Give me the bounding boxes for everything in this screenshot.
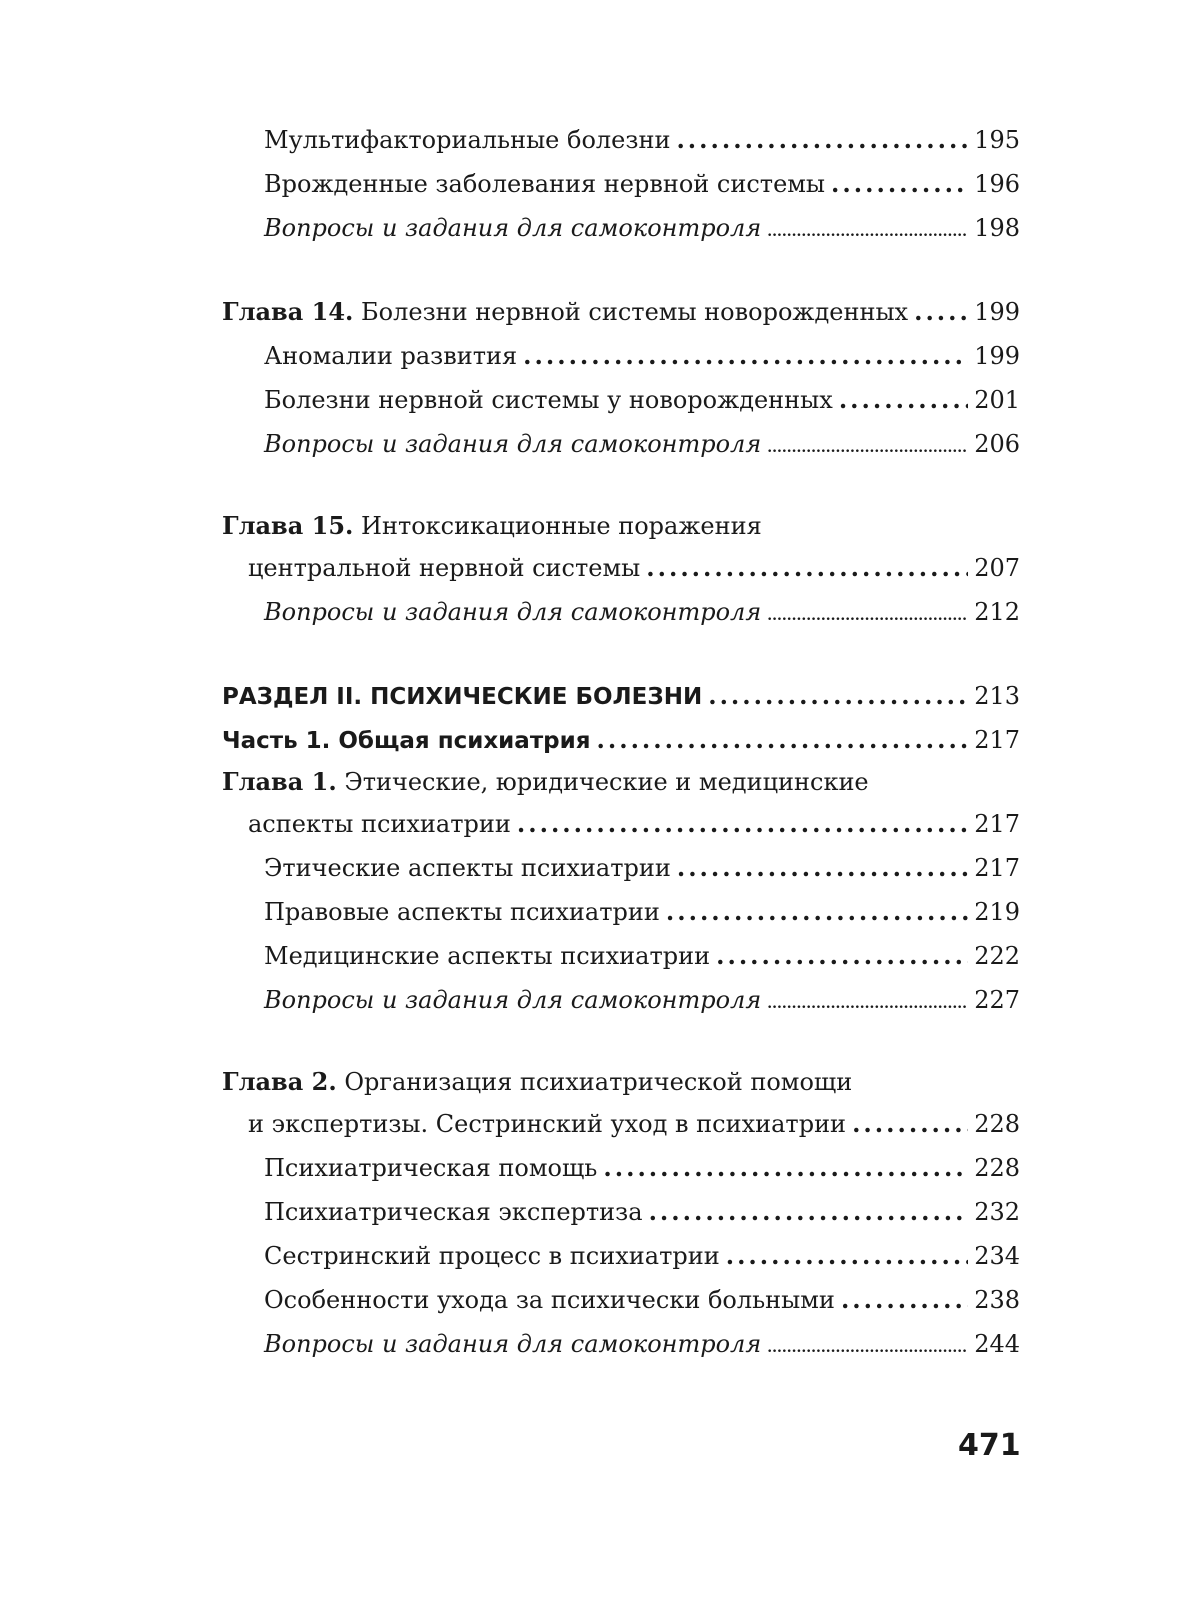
toc-entry-page: 219: [974, 898, 1020, 926]
toc-entry-title: Особенности ухода за психически больными: [264, 1286, 835, 1314]
toc-entry-page: 196: [974, 170, 1020, 198]
leader-dots: [767, 982, 968, 1026]
leader-dots: [646, 546, 968, 590]
toc-entry-page: 222: [974, 942, 1020, 970]
toc-part-1: [222, 718, 1020, 762]
toc-entry-page: 206: [974, 430, 1020, 458]
toc-entry-title: Сестринский процесс в психиатрии: [264, 1242, 720, 1270]
chapter-title: Болезни нервной системы новорожденных: [361, 298, 909, 326]
toc-entry-page: 198: [974, 214, 1020, 242]
toc-entry-title: Правовые аспекты психиатрии: [264, 898, 660, 926]
leader-dots: [603, 1146, 968, 1190]
leader-dots: [841, 1278, 968, 1322]
chapter-label: Глава 14.: [222, 297, 354, 326]
page-number: 471: [958, 1428, 1021, 1463]
toc-entry-page: 228: [974, 1110, 1020, 1138]
toc-chapter-1: [222, 802, 1020, 846]
toc-entry: [222, 162, 1020, 206]
toc-chapter-1-heading: [222, 762, 1020, 802]
toc-chapter-2-heading: [222, 1062, 1020, 1102]
toc-entry-title: Вопросы и задания для самоконтроля: [264, 430, 762, 458]
chapter-title-continued: центральной нервной системы: [248, 554, 641, 582]
toc-entry-page: 217: [974, 854, 1020, 882]
toc-entry-page: 244: [974, 1330, 1020, 1358]
toc-entry-page: 217: [974, 726, 1020, 754]
chapter-label: Глава 15.: [222, 511, 354, 540]
chapter-title: Организация психиатрической помощи: [344, 1068, 853, 1096]
leader-dots: [767, 594, 968, 638]
toc-entry-page: 195: [974, 126, 1020, 154]
toc-entry-page: 207: [974, 554, 1020, 582]
toc-chapter-14: [222, 290, 1020, 334]
toc-entry: [222, 934, 1020, 978]
toc-entry-page: 228: [974, 1154, 1020, 1182]
toc-entry-title: Болезни нервной системы у новорожденных: [264, 386, 833, 414]
leader-dots: [839, 378, 968, 422]
toc-entry: [222, 1190, 1020, 1234]
toc-entry-title: Вопросы и задания для самоконтроля: [264, 986, 762, 1014]
part-title: Часть 1. Общая психиатрия: [222, 728, 591, 754]
toc-entry-title: Вопросы и задания для самоконтроля: [264, 598, 762, 626]
toc-chapter-15-heading: [222, 506, 1020, 546]
chapter-label: Глава 2.: [222, 1067, 337, 1096]
section-title: РАЗДЕЛ II. ПСИХИЧЕСКИЕ БОЛЕЗНИ: [222, 684, 703, 710]
toc-entry: [222, 378, 1020, 422]
leader-dots: [597, 718, 969, 762]
leader-dots: [708, 674, 968, 718]
toc-entry-page: 212: [974, 598, 1020, 626]
table-of-contents: [222, 118, 1020, 1366]
toc-entry-title: Мультифакториальные болезни: [264, 126, 671, 154]
chapter-title-continued: и экспертизы. Сестринский уход в психиатрии: [248, 1110, 847, 1138]
toc-section-2: [222, 674, 1020, 718]
toc-entry-title: Вопросы и задания для самоконтроля: [264, 214, 762, 242]
toc-entry-title: Аномалии развития: [264, 342, 518, 370]
leader-dots: [726, 1234, 968, 1278]
toc-entry: [222, 334, 1020, 378]
toc-entry-title: Этические аспекты психиатрии: [264, 854, 671, 882]
toc-entry-title: Психиатрическая экспертиза: [264, 1198, 643, 1226]
leader-dots: [716, 934, 968, 978]
toc-entry-page: 199: [974, 342, 1020, 370]
leader-dots: [767, 210, 968, 254]
leader-dots: [677, 846, 968, 890]
chapter-title: Этические, юридические и медицинские: [344, 768, 869, 796]
toc-entry-title: Медицинские аспекты психиатрии: [264, 942, 711, 970]
toc-entry: [222, 1234, 1020, 1278]
toc-entry-page: 217: [974, 810, 1020, 838]
toc-entry-title: Врожденные заболевания нервной системы: [264, 170, 826, 198]
leader-dots: [914, 290, 968, 334]
toc-entry-questions: [222, 1322, 1020, 1366]
leader-dots: [523, 334, 968, 378]
chapter-title-continued: аспекты психиатрии: [248, 810, 511, 838]
leader-dots: [831, 162, 968, 206]
leader-dots: [517, 802, 968, 846]
chapter-title: Интоксикационные поражения: [361, 512, 762, 540]
leader-dots: [852, 1102, 968, 1146]
leader-dots: [649, 1190, 968, 1234]
toc-entry-page: 227: [974, 986, 1020, 1014]
toc-entry-questions: [222, 978, 1020, 1022]
toc-entry: [222, 1146, 1020, 1190]
toc-entry-questions: [222, 422, 1020, 466]
toc-entry-page: 238: [974, 1286, 1020, 1314]
toc-entry-questions: [222, 590, 1020, 634]
toc-chapter-2: [222, 1102, 1020, 1146]
leader-dots: [676, 118, 968, 162]
leader-dots: [767, 426, 968, 470]
toc-entry-page: 232: [974, 1198, 1020, 1226]
toc-entry-title: Психиатрическая помощь: [264, 1154, 598, 1182]
toc-chapter-15: [222, 546, 1020, 590]
toc-entry-page: 201: [974, 386, 1020, 414]
toc-entry: [222, 846, 1020, 890]
leader-dots: [666, 890, 968, 934]
toc-entry-page: 199: [974, 298, 1020, 326]
toc-entry: [222, 118, 1020, 162]
toc-entry: [222, 890, 1020, 934]
toc-entry-page: 234: [974, 1242, 1020, 1270]
toc-entry-title: Вопросы и задания для самоконтроля: [264, 1330, 762, 1358]
chapter-label: Глава 1.: [222, 767, 337, 796]
leader-dots: [767, 1326, 968, 1370]
toc-entry: [222, 1278, 1020, 1322]
toc-entry-page: 213: [974, 682, 1020, 710]
toc-entry-questions: [222, 206, 1020, 250]
